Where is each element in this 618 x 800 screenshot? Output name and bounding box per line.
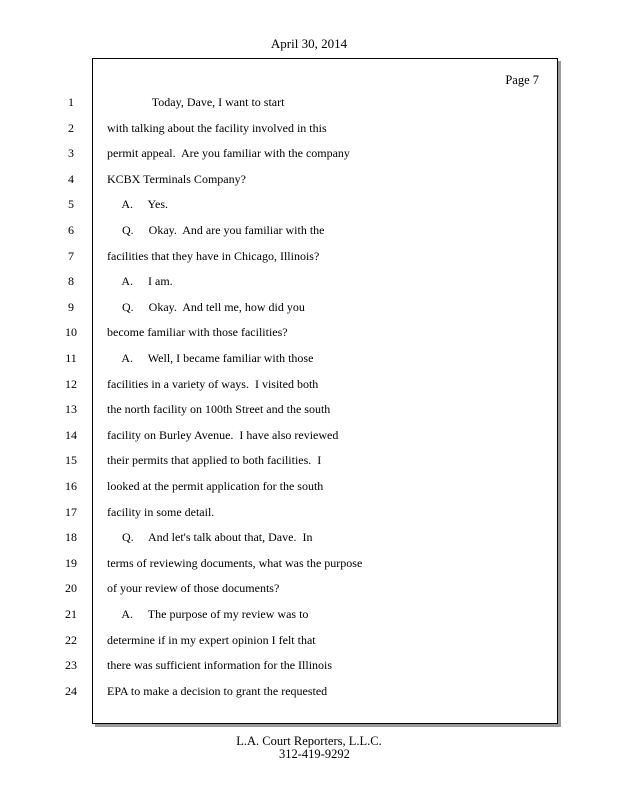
line-number: 24 [65, 684, 77, 698]
line-number: 20 [65, 581, 77, 595]
line-number: 14 [65, 428, 77, 442]
line-number: 18 [65, 530, 77, 544]
line-number: 17 [65, 505, 77, 519]
line-text: EPA to make a decision to grant the requested [107, 684, 328, 698]
line-text: determine if in my expert opinion I felt that [107, 633, 316, 647]
transcript-date: April 30, 2014 [270, 36, 348, 51]
line-text: there was sufficient information for the Illinois [107, 658, 333, 672]
line-text: Q. And let's talk about that, Dave. In [107, 530, 313, 544]
line-number: 11 [65, 351, 77, 365]
line-text: permit appeal. Are you familiar with the company [107, 146, 350, 160]
line-text: the north facility on 100th Street and the south [107, 402, 331, 416]
line-number: 22 [65, 633, 77, 647]
line-number: 15 [65, 453, 77, 467]
line-text: A. Yes. [107, 197, 169, 211]
line-text: looked at the permit application for the south [107, 479, 324, 493]
line-number: 9 [68, 300, 74, 314]
line-text: Q. Okay. And tell me, how did you [107, 300, 305, 314]
line-text: Q. Okay. And are you familiar with the [107, 223, 325, 237]
line-text: facility on Burley Avenue. I have also reviewed [107, 428, 339, 442]
footer-company: L.A. Court Reporters, L.L.C. [236, 734, 382, 748]
line-number: 19 [65, 556, 77, 570]
line-number: 8 [68, 274, 74, 288]
line-number: 10 [65, 325, 77, 339]
line-number: 13 [65, 402, 77, 416]
line-text: become familiar with those facilities? [107, 325, 288, 339]
line-text: with talking about the facility involved in this [107, 121, 327, 135]
line-text: their permits that applied to both facilities. I [107, 453, 322, 467]
line-text: facilities that they have in Chicago, Illinois? [107, 249, 320, 263]
footer-phone: 312-419-9292 [279, 747, 350, 761]
page-number: Page 7 [505, 73, 539, 87]
line-number: 6 [68, 223, 74, 237]
line-number: 16 [65, 479, 77, 493]
line-number: 3 [68, 146, 74, 160]
line-text: Today, Dave, I want to start [107, 95, 285, 109]
line-text: KCBX Terminals Company? [107, 172, 246, 186]
line-number: 12 [65, 377, 77, 391]
line-number: 7 [68, 249, 74, 263]
line-text: A. Well, I became familiar with those [107, 351, 314, 365]
line-number: 1 [68, 95, 74, 109]
line-number: 23 [65, 658, 77, 672]
line-text: A. The purpose of my review was to [107, 607, 309, 621]
line-text: of your review of those documents? [107, 581, 280, 595]
line-text: A. I am. [107, 274, 173, 288]
line-number: 2 [68, 121, 74, 135]
line-text: facilities in a variety of ways. I visited both [107, 377, 319, 391]
line-text: terms of reviewing documents, what was the purpose [107, 556, 363, 570]
line-number: 4 [68, 172, 74, 186]
line-number: 21 [65, 607, 77, 621]
line-number: 5 [68, 197, 74, 211]
line-text: facility in some detail. [107, 505, 215, 519]
